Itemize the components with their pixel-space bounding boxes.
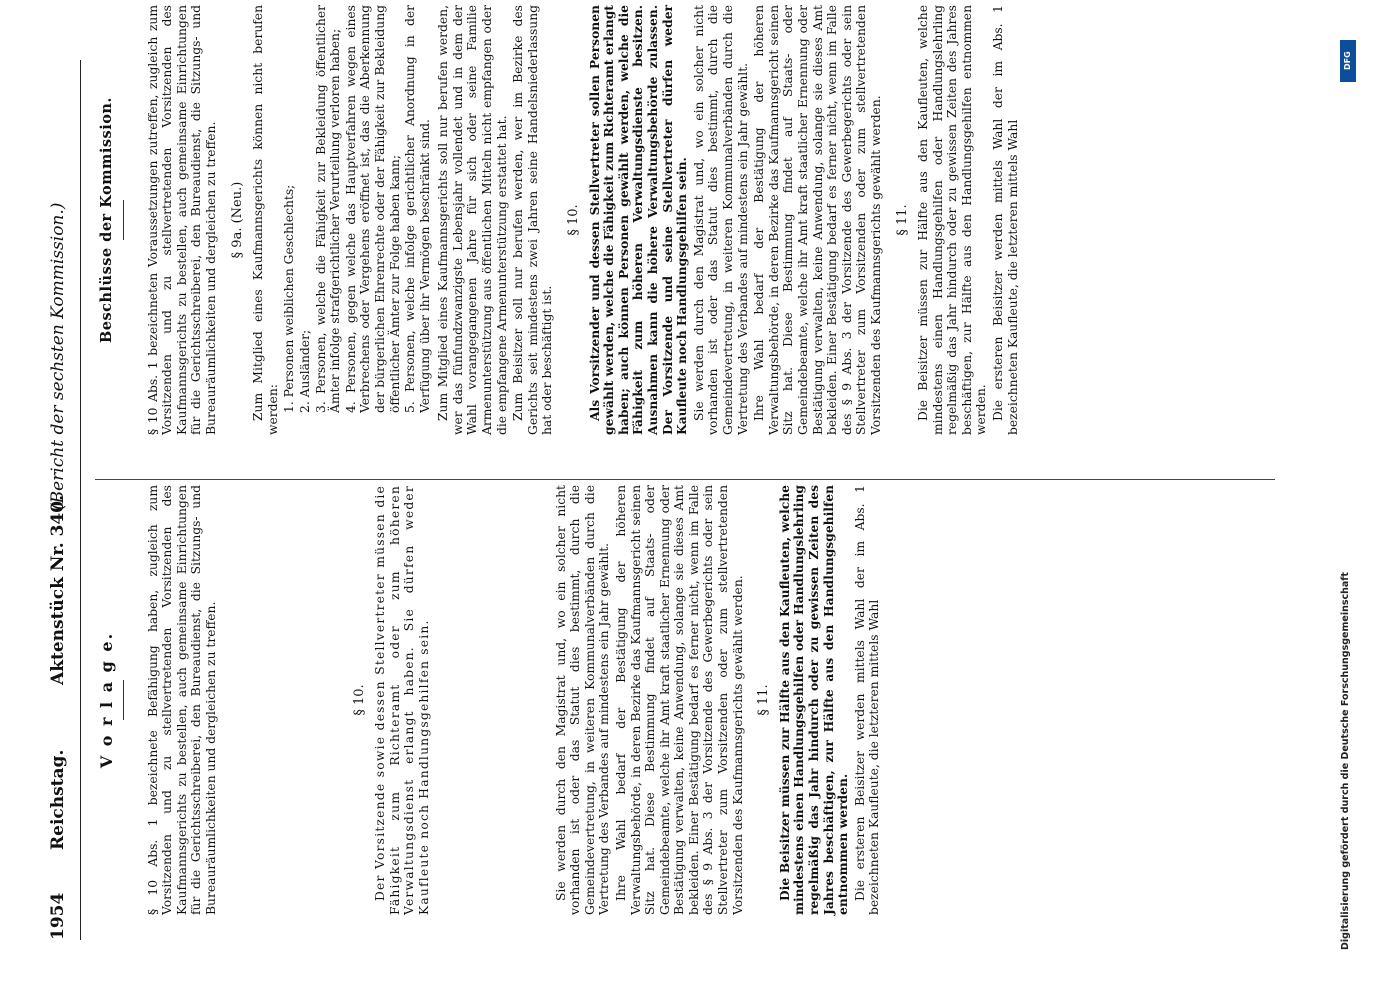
column-title-beschluesse: Beschlüsse der Kommission.: [98, 97, 115, 343]
section-heading-9a: § 9a. (Neu.): [229, 181, 245, 259]
section-heading-11: § 11.: [756, 684, 772, 716]
paragraph: Die ersteren Beisitzer werden mittels Wahl der im Abs. 1 bezeichneten Kaufleute, die letzteren mittels Wahl: [991, 5, 1020, 435]
paragraph: Die ersteren Beisitzer werden mittels Wahl der im Abs. 1 bezeichneten Kaufleute, die letzteren mittels Wahl: [852, 485, 882, 915]
list-item: 1. Personen weiblichen Geschlechts;: [282, 184, 297, 413]
column-beschluesse: [100, 5, 1022, 435]
paragraph: § 10 Abs. 1 bezeichnete Befähigung haben, zugleich zum Vorsitzenden und zu stellvertretenden Vorsitzenden des Kaufmannsgerichts zu bestellen, auch gemeinsame Einrichtungen für die Gerichtsschreiberei, den Bureaudienst, die Sitzungs- und Bureauräumlichkeiten und dergleichen zu treffen.: [145, 485, 218, 915]
column-title-vorlage: V o r l a g e.: [97, 631, 116, 769]
paragraph: § 10 Abs. 1 bezeichneten Voraussetzungen zutreffen, zugleich zum Vorsitzenden und zu stellvertretenden Vorsitzenden des Kaufmannsgerichts zu bestellen, auch gemeinsame Einrichtungen für die Gerichtsschreiberei, den Bureaudienst, die Sitzungs- und Bureauräumlichkeiten und dergleichen zu treffen.: [145, 5, 218, 435]
paragraph: Sie werden durch den Magistrat und, wo ein solcher nicht vorhanden ist oder das Statut dies bestimmt, durch die Gemeindevertretung, in weiteren Kommunalverbänden durch die Vertretung des Verbandes auf mindestens ein Jahr gewählt.: [691, 5, 750, 435]
paragraph: Als Vorsitzender und dessen Stellvertreter sollen Personen gewählt werden, welche die Fähigkeit zum Richteramt erlangt haben; auch können Personen gewählt werden, welche die Fähigkeit zum höheren Verwaltungsdienste besitzen. Ausnahmen kann die höhere Verwaltungsbehörde zulassen. Der Vorsitzende und seine Stellvertreter dürfen weder Kaufleute noch Handlungsgehilfen sein.: [586, 5, 690, 435]
spacer: [434, 485, 554, 915]
section-heading-10: § 10.: [351, 684, 367, 716]
paragraph: Ihre Wahl bedarf der Bestätigung der höheren Verwaltungsbehörde, in deren Bezirke das Kaufmannsgericht seinen Sitz hat. Diese Bestimmung findet auf Staats- oder Gemeindebeamte, welche ihr Amt kraft staatlicher Ernennung oder Bestätigung verwalten, keine Anwendung, solange sie dieses Amt bekleiden. Einer Bestätigung bedarf es ferner nicht, wenn im Falle des § 9 Abs. 3 der Vorsitzende des Gewerbegerichts oder sein Stellvertreter zum Vorsitzenden oder zum stellvertretenden Vorsitzenden des Kaufmannsgerichts gewählt werden.: [752, 5, 883, 435]
paragraph: Die Beisitzer müssen zur Hälfte aus den Kaufleuten, welche mindestens einen Handlungsgehilfen oder Handlungslehrling regelmäßig das Jahr hindurch oder zu gewissen Zeiten des Jahres beschäftigen, zur Hälfte aus den Handlungsgehilfen entnommen werden.: [776, 485, 851, 915]
paragraph: Zum Beisitzer soll nur berufen werden, wer im Bezirke des Gerichts seit mindestens zwei Jahren seine Handelsniederlassung hat oder beschäftigt ist.: [511, 5, 555, 435]
digitization-credit: Digitalisierung gefördert durch die Deutsche Forschungsgemeinschaft: [1340, 572, 1351, 950]
section-heading-11: § 11.: [894, 204, 910, 236]
digitization-sidebar: [1340, 40, 1380, 980]
list-item: 4. Personen, gegen welche das Hauptverfahren wegen eines Verbrechens oder Vergehens eröffnet ist, das die Aberkennung der bürgerlichen Ehrenrechte oder der Fähigkeit zur Bekleidung öffentlicher Ämter zur Folge haben kann;: [343, 5, 402, 413]
paragraph: Die Beisitzer müssen zur Hälfte aus den Kaufleuten, welche mindestens einen Handlungsgehilfen oder Handlungslehrling regelmäßig das Jahr hindurch oder zu gewissen Zeiten des Jahres beschäftigen, zur Hälfte aus den Handlungsgehilfen entnommen werden.: [916, 5, 989, 435]
column-divider: [95, 479, 1275, 480]
list-item: 3. Personen, welche die Fähigkeit zur Bekleidung öffentlicher Ämter infolge strafgerichtlicher Verurteilung verloren haben;: [313, 5, 343, 413]
title-rule: [123, 680, 124, 720]
page-number: 1954: [48, 892, 68, 940]
header-divider: [80, 60, 81, 940]
paragraph: Der Vorsitzende sowie dessen Stellvertreter müssen die Fähigkeit zum Richteramt oder zum höheren Verwaltungsdienst erlangt haben. Sie dürfen weder Kaufleute noch Handlungsgehilfen sein.: [373, 485, 431, 915]
title-rule: [123, 200, 124, 240]
paragraph: Zum Mitglied eines Kaufmannsgerichts soll nur berufen werden, wer das fünfundzwanzigste Lebensjahr vollendet und in dem der Wahl vorangegangenen Jahre für sich oder seine Familie Armenunterstützung aus öffentlichen Mitteln nicht empfangen oder die empfangene Armenunterstützung erstattet hat.: [436, 5, 509, 435]
column-vorlage: [97, 485, 884, 915]
section-heading-10: § 10.: [566, 204, 582, 236]
paragraph: Sie werden durch den Magistrat und, wo ein solcher nicht vorhanden ist oder das Statut dies bestimmt, durch die Gemeindevertretung, in weiteren Kommunalverbänden durch die Vertretung des Verbandes auf mindestens ein Jahr gewählt.: [553, 485, 612, 915]
spacer: [221, 485, 341, 915]
header-reichstag: Reichstag.: [48, 749, 68, 850]
paragraph: Ihre Wahl bedarf der Bestätigung der höheren Verwaltungsbehörde, in deren Bezirke das Kaufmannsgericht seinen Sitz hat. Diese Bestimmung findet auf Staats- oder Gemeindebeamte, welche ihr Amt kraft staatlicher Ernennung oder Bestätigung verwalten, keine Anwendung, solange sie dieses Amt bekleiden. Einer Bestätigung bedarf es ferner nicht, wenn im Falle des § 9 Abs. 3 der Vorsitzende des Gewerbegerichts oder sein Stellvertreter zum Vorsitzenden oder zum stellvertretenden Vorsitzenden des Kaufmannsgerichts gewählt werden.: [613, 485, 745, 915]
header-aktenstueck: Aktenstück Nr. 340.: [48, 494, 68, 685]
exclusion-list: [282, 5, 432, 415]
page-header: [48, 60, 78, 940]
list-item: 5. Personen, welche infolge gerichtlicher Anordnung in der Verfügung über ihr Vermögen beschränkt sind.: [403, 5, 432, 413]
list-item: 2. Ausländer;: [297, 329, 312, 413]
paragraph: Zum Mitglied eines Kaufmannsgerichts können nicht berufen werden:: [251, 5, 280, 435]
dfg-logo: DFG: [1340, 40, 1356, 82]
header-bericht: (Bericht der sechsten Kommission.): [48, 202, 68, 510]
